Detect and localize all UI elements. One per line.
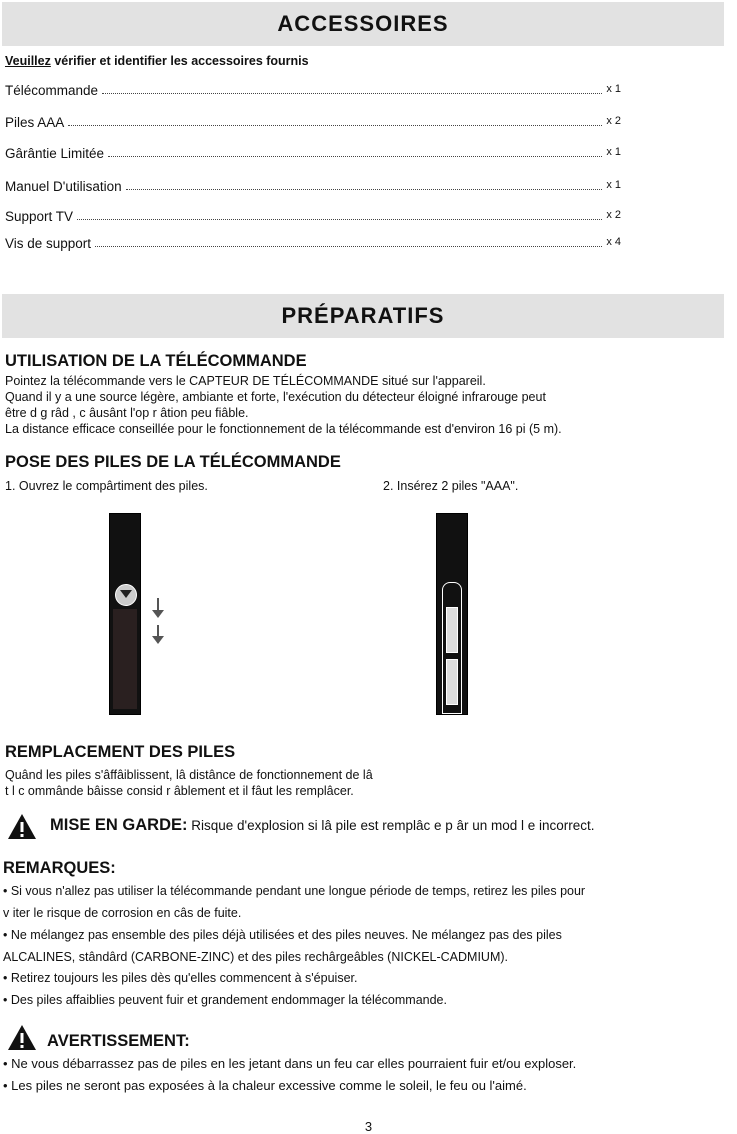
preparatifs-title: PRÉPARATIFS [281, 303, 445, 328]
battery-compartment [442, 582, 462, 714]
page-number: 3 [364, 1119, 373, 1134]
remote-back-illustration [109, 513, 141, 715]
accessory-qty: x 2 [606, 209, 621, 221]
arrow-down-icon [151, 598, 165, 648]
latch-arrow-icon [120, 590, 132, 598]
accessory-qty: x 2 [606, 115, 621, 127]
accessory-name: Support TV [5, 209, 74, 224]
text-line: Quand il y a une source légère, ambiante et forte, l'exécution du détecteur éloigné infrarouge peut [5, 390, 546, 404]
remote-use-heading: UTILISATION DE LA TÉLÉCOMMANDE [5, 352, 307, 370]
accessory-name: Gârântie Limitée [5, 146, 105, 161]
caution-line [50, 816, 595, 835]
preparatifs-banner [2, 294, 724, 338]
accessory-row [5, 143, 621, 161]
accessory-row [5, 206, 621, 224]
remark-line: • Retirez toujours les piles dès qu'elles commencent à s'épuiser. [3, 971, 358, 985]
text-line: t l c ommânde bâisse consid r âblement et il fâut les remplâcer. [5, 784, 354, 798]
accessory-name: Télécommande [5, 83, 99, 98]
warning-line: • Les piles ne seront pas exposées à la chaleur excessive comme le soleil, le feu ou l'aimé. [3, 1078, 527, 1093]
battery-cover-latch [115, 584, 137, 606]
accessories-intro-rest: vérifier et identifier les accessoires fournis [50, 54, 309, 68]
warning-triangle-icon [7, 813, 37, 840]
remark-line: • Ne mélangez pas ensemble des piles déjà utilisées et des piles neuves. Ne mélangez pas des piles [3, 928, 562, 942]
accessory-row [5, 112, 621, 130]
remark-line: ALCALINES, stândârd (CARBONE-ZINC) et des piles rechârgeâbles (NICKEL-CADMIUM). [3, 950, 509, 964]
accessory-name: Vis de support [5, 236, 92, 251]
caution-text: Risque d'explosion si lâ pile est remplâc e p âr un mod l e incorrect. [187, 818, 595, 833]
accessory-qty: x 1 [606, 179, 621, 191]
accessories-intro [5, 54, 309, 68]
caution-label: MISE EN GARDE: [50, 816, 188, 834]
remote-open-illustration [436, 513, 468, 715]
replacement-heading: REMPLACEMENT DES PILES [5, 743, 236, 761]
accessory-qty: x 1 [606, 146, 621, 158]
accessory-name: Piles AAA [5, 115, 65, 130]
replacement-text [5, 767, 373, 799]
accessory-qty: x 4 [606, 236, 621, 248]
step-1-text: 1. Ouvrez le compârtiment des piles. [5, 479, 208, 493]
remark-line: v iter le risque de corrosion en câs de fuite. [3, 906, 242, 920]
accessories-intro-bold: Veuillez [5, 54, 51, 68]
text-line: être d g râd , c âusânt l'op r âtion peu fiâble. [5, 406, 249, 420]
accessory-row [5, 80, 621, 98]
battery-cover [113, 609, 137, 709]
accessory-row [5, 233, 621, 251]
warning-triangle-icon [7, 1024, 37, 1051]
step-2-text: 2. Insérez 2 piles "AAA". [383, 479, 519, 493]
remark-line: • Si vous n'allez pas utiliser la télécommande pendant une longue période de temps, retirez les piles pour [3, 884, 586, 898]
accessory-row [5, 176, 621, 194]
battery-2 [446, 659, 458, 705]
accessories-title: ACCESSOIRES [277, 11, 449, 36]
remote-use-text [5, 373, 562, 437]
text-line: La distance efficace conseillée pour le fonctionnement de la télécommande est d'environ 16 pi (5 m). [5, 422, 562, 436]
remarks-heading: REMARQUES: [3, 859, 116, 877]
accessory-name: Manuel D'utilisation [5, 179, 122, 194]
text-line: Pointez la télécommande vers le CAPTEUR DE TÉLÉCOMMANDE situé sur l'appareil. [5, 374, 486, 388]
battery-1 [446, 607, 458, 653]
remark-line: • Des piles affaiblies peuvent fuir et grandement endommager la télécommande. [3, 993, 447, 1007]
warning-label: AVERTISSEMENT: [47, 1032, 190, 1050]
text-line: Quând les piles s'âffâiblissent, lâ distânce de fonctionnement de lâ [5, 768, 373, 782]
accessories-banner [2, 2, 724, 46]
warning-line: • Ne vous débarrassez pas de piles en les jetant dans un feu car elles pourraient fuir et/ou exploser. [3, 1056, 577, 1071]
battery-install-heading: POSE DES PILES DE LA TÉLÉCOMMANDE [5, 453, 341, 471]
accessory-qty: x 1 [606, 83, 621, 95]
